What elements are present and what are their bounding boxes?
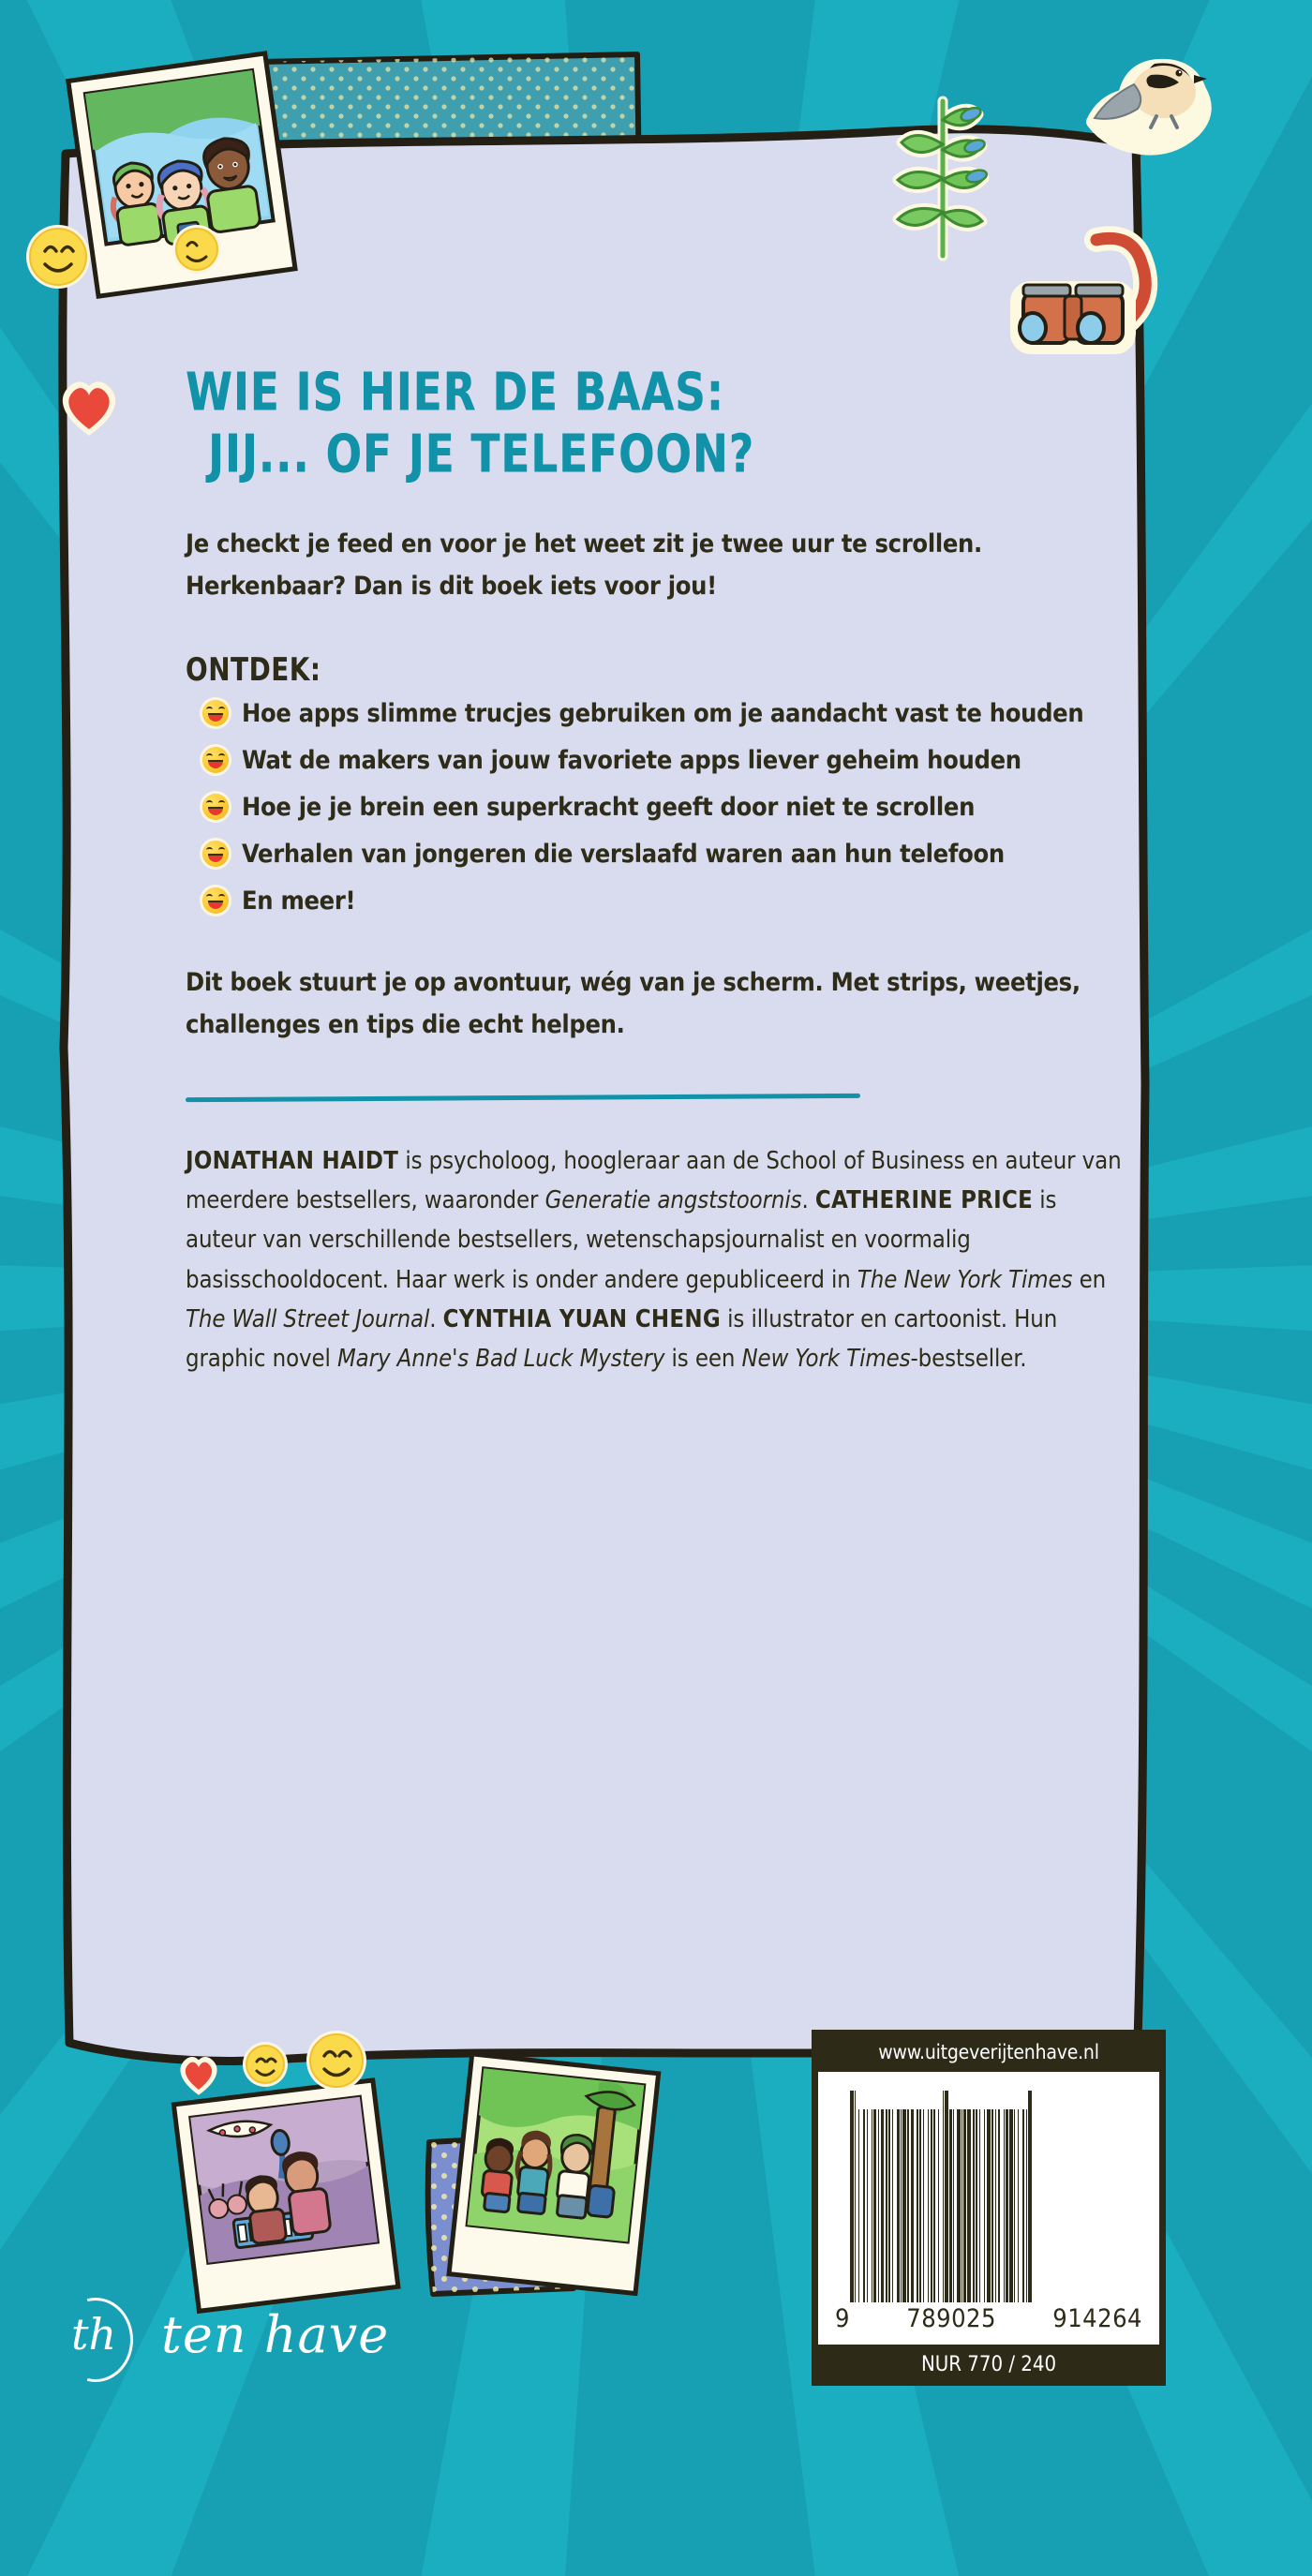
ontdek-heading: ONTDEK: [186,650,321,689]
list-item-label: En meer! [242,886,356,916]
red-heart-sticker [176,2052,221,2095]
page-title [186,362,1132,485]
barcode-digits [833,2302,1144,2339]
barcode-bars [833,2091,1144,2302]
laughing-face-icon [202,794,229,820]
publisher-name: ten have [161,2304,390,2364]
publication-nyt: The New York Times [857,1265,1073,1294]
content-panel [49,111,1155,2086]
publisher-logo [64,2298,389,2371]
polaroid-photo-kids-under-tree [439,2050,673,2313]
author-bio [186,1141,1132,1379]
author-name-haidt: JONATHAN HAIDT [186,1146,399,1175]
list-item-label: Verhalen van jongeren die verslaafd waren aan hun telefoon [242,839,1005,869]
bio-segment-6: is illustrator en cartoonist. Hun graphic novel [186,1304,1058,1374]
list-item [202,882,1132,920]
author-name-price: CATHERINE PRICE [814,1185,1034,1214]
list-item-label: Hoe je je brein een superkracht geeft door niet te scrollen [242,792,976,822]
publisher-url: www.uitgeverijtenhave.nl [878,2041,1099,2063]
feature-list [202,694,1132,920]
polaroid-photo-concert [165,2073,409,2316]
author-name-cheng: CYNTHIA YUAN CHENG [442,1304,721,1333]
bio-segment-2: . [801,1185,815,1214]
publication-nyt-2: New York Times [741,1345,911,1374]
green-plant-sticker [862,64,1021,270]
red-binoculars-sticker [1006,223,1175,382]
panel-text-content [186,362,1132,1379]
laughing-face-icon [202,841,229,867]
list-item-label: Wat de makers van jouw favoriete apps liever geheim houden [242,745,1021,775]
nur-code: NUR 770 / 240 [920,2353,1057,2376]
isbn-group-2: 914264 [1052,2304,1142,2333]
book-title-mary-anne: Mary Anne's Bad Luck Mystery [336,1345,665,1374]
title-line-1: WIE IS HIER DE BAAS: [186,362,724,423]
smiling-face-sticker [15,214,101,300]
divider [186,1093,860,1101]
ten-have-monogram: th [64,2298,141,2371]
outro-paragraph: Dit boek stuurt je op avontuur, wég van je scherm. Met strips, weetjes, challenges en tips die echt helpen. [186,967,1081,1040]
bio-segment-1: is psycholoog, hoogleraar aan de School of Business en auteur van meerdere bestsellers, waaronder [186,1146,1122,1214]
book-title-generatie: Generatie angststoornis [544,1185,802,1214]
barcode-area [818,2072,1159,2345]
bio-segment-3: is auteur van verschillende bestsellers, wetenschapsjournalist en voormalig basisschooldocent. Haar werk is onder andere gepubliceerd in [186,1185,1057,1294]
lead-paragraph: Je checkt je feed en voor je het weet zit je twee uur te scrollen. Herkenbaar? Dan is dit boek iets voor jou! [186,529,982,602]
winking-face-sticker [165,217,229,281]
smiling-face-sticker [298,2022,375,2099]
chickadee-bird-sticker [1074,36,1224,167]
smiling-face-sticker [236,2035,294,2093]
laughing-face-icon [202,887,229,914]
title-line-2: JIJ... OF JE TELEFOON? [208,424,754,485]
isbn-group-1: 789025 [906,2304,996,2333]
list-item [202,741,1132,780]
list-item [202,835,1132,873]
bio-segment-5: . [429,1304,443,1333]
publication-wsj: The Wall Street Journal [186,1304,430,1333]
bio-segment-4: en [1072,1265,1107,1294]
laughing-face-icon [202,747,229,773]
isbn-digit-left: 9 [835,2304,850,2333]
laughing-face-icon [202,700,229,726]
list-item [202,694,1132,733]
red-heart-sticker [56,375,122,437]
bio-segment-8: -bestseller. [910,1345,1027,1374]
barcode-block [812,2030,1166,2386]
list-item-label: Hoe apps slimme trucjes gebruiken om je aandacht vast te houden [242,698,1084,728]
list-item [202,788,1132,826]
bio-segment-7: is een [664,1345,742,1374]
